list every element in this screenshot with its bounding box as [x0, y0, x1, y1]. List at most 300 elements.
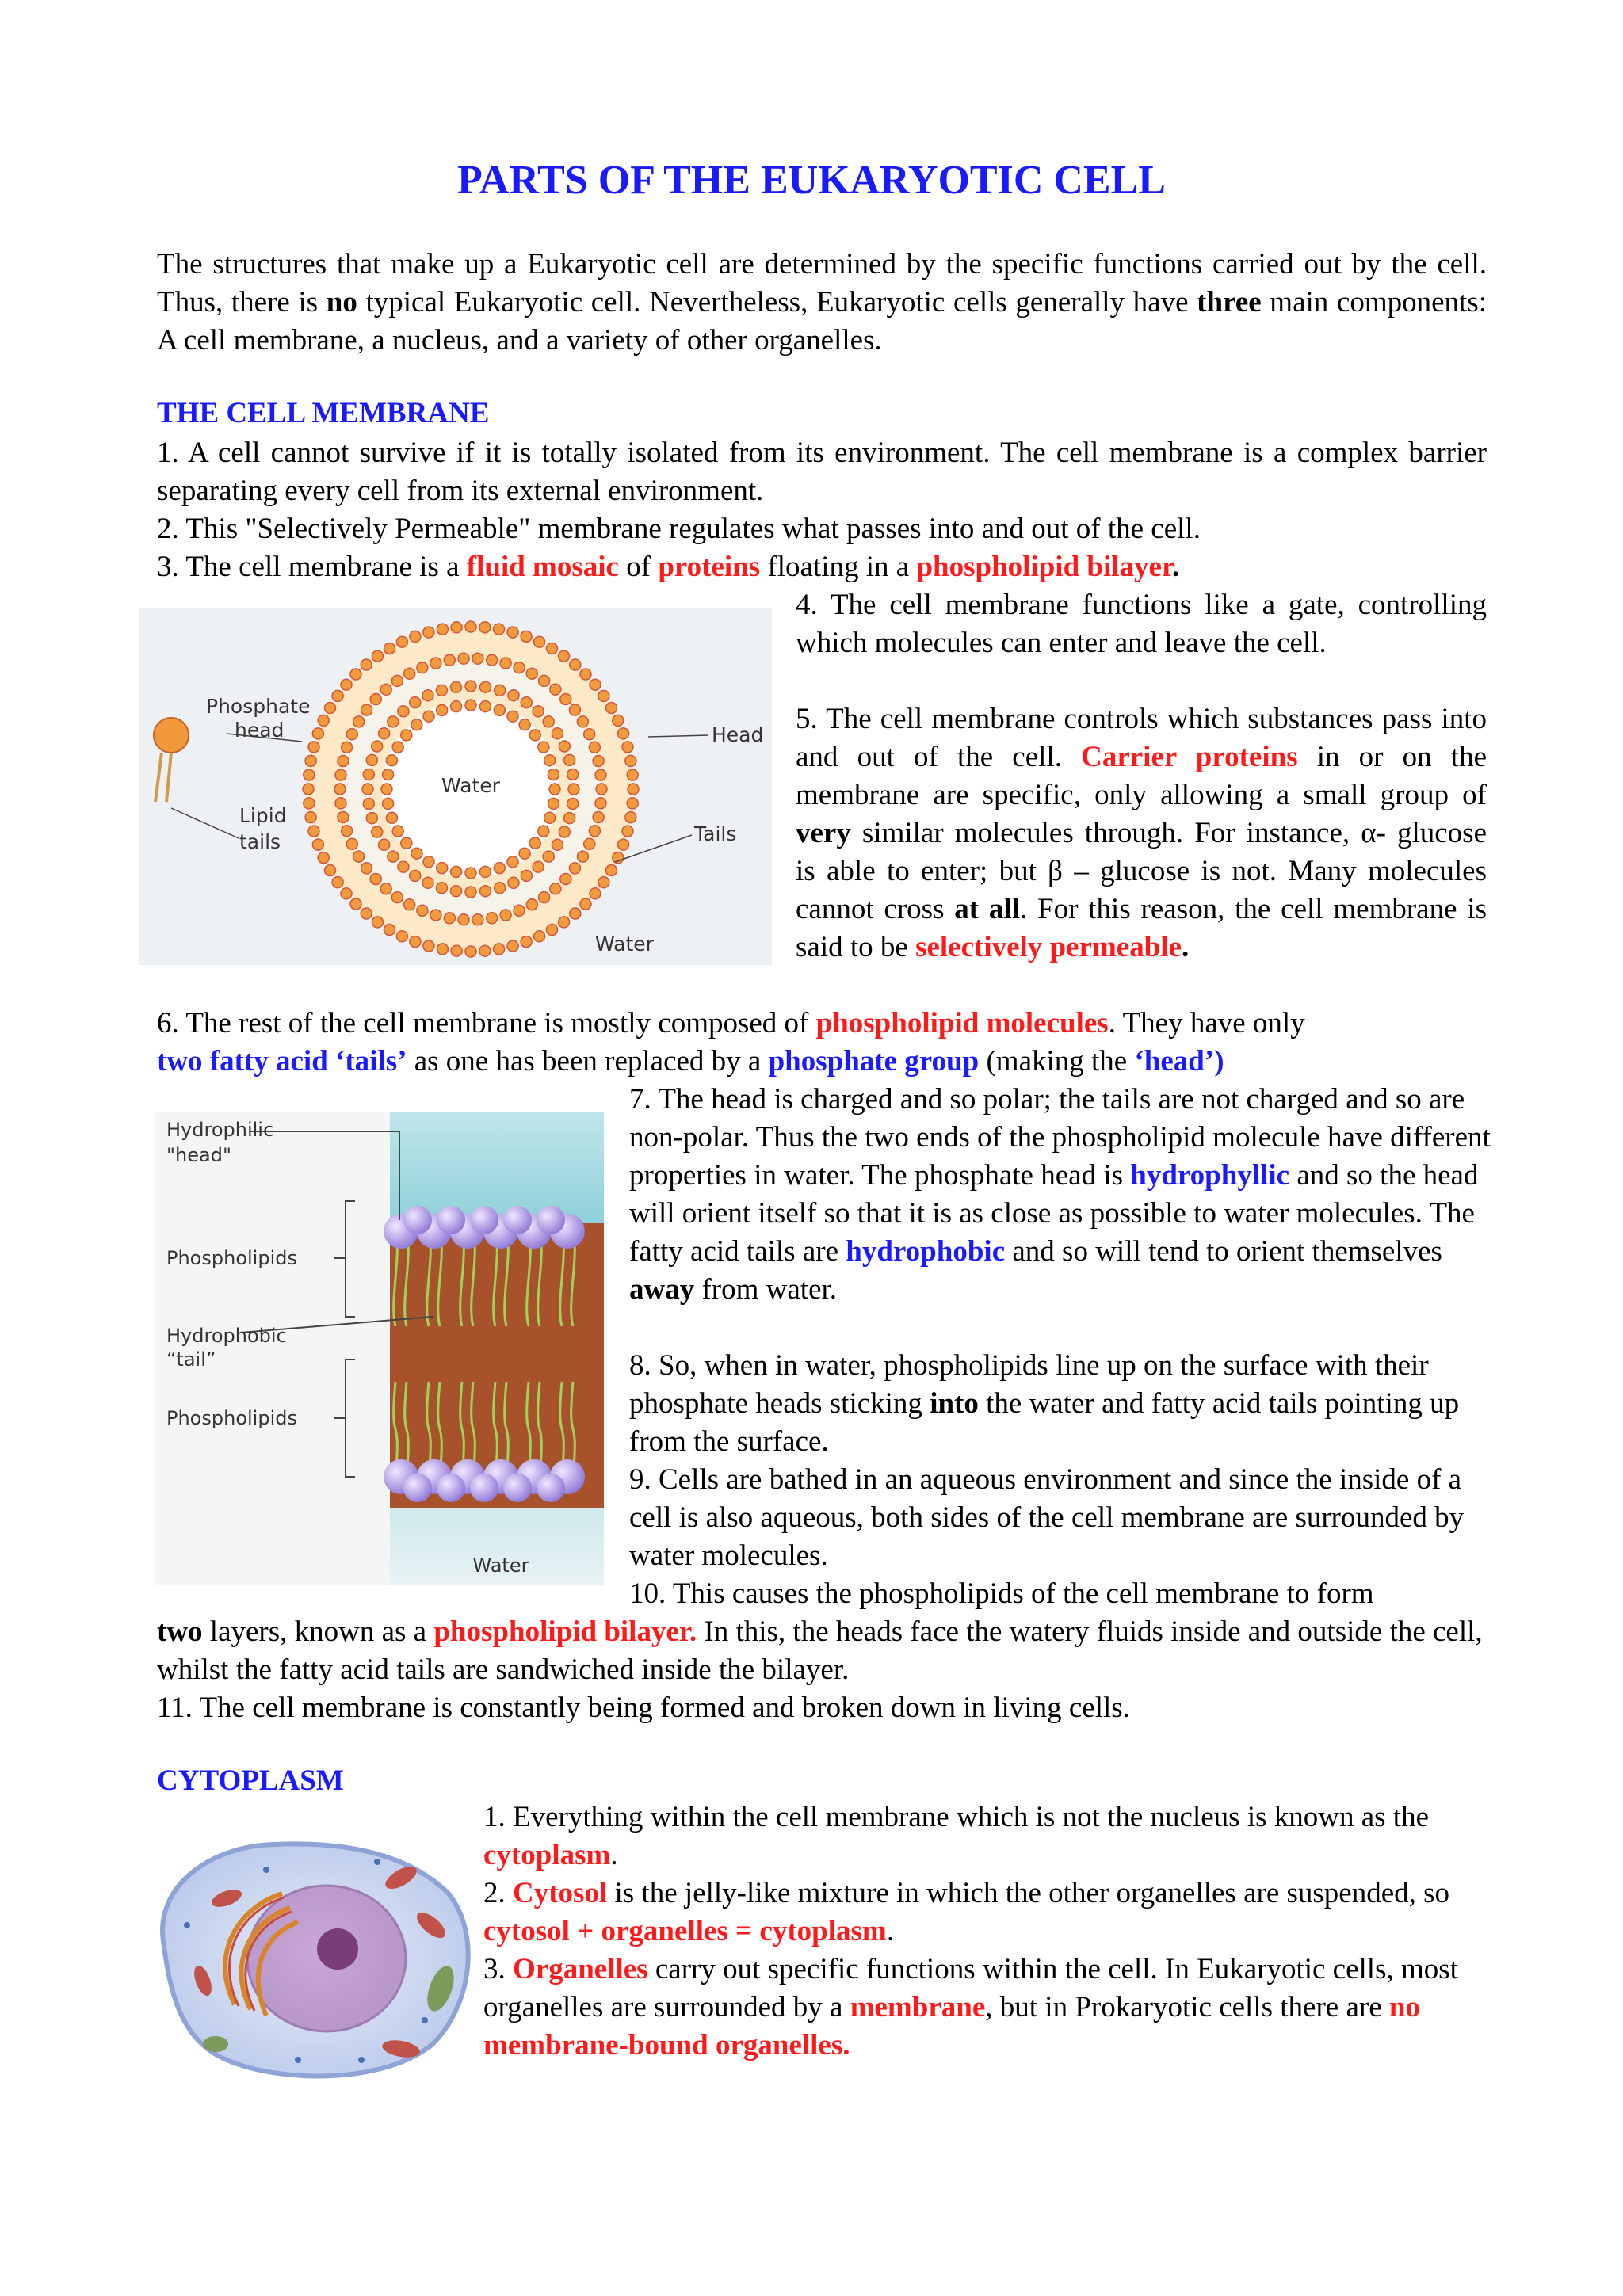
phosphate-head-dot	[547, 925, 558, 936]
phosphate-head-dot	[458, 914, 469, 925]
hydrophilic-head-ball	[437, 1474, 465, 1502]
item-text: is the jelly-like mixture in which the other organelles are suspended, so	[607, 1877, 1450, 1909]
phosphate-head-dot	[465, 946, 476, 957]
phosphate-head-dot	[423, 856, 434, 868]
item-text: 1. Everything within the cell membrane which is not the nucleus is known as the	[483, 1801, 1429, 1833]
label-hydrophilic-head-line1: Hydrophilic	[166, 1119, 274, 1141]
term-cytosol: Cytosol	[513, 1877, 608, 1909]
hydrophilic-head-ball	[470, 1206, 498, 1234]
item-text: (making the	[979, 1045, 1135, 1077]
item-text: and so will tend to orient themselves	[1005, 1235, 1442, 1268]
phosphate-head-dot	[401, 837, 412, 849]
label-phosphate-head-line1: Phosphate	[206, 695, 311, 718]
phosphate-head-dot	[308, 742, 319, 753]
term-head: ‘head’)	[1134, 1045, 1224, 1077]
term-cytoplasm: cytoplasm	[483, 1839, 611, 1871]
phosphate-head-dot	[487, 913, 498, 924]
phosphate-head-dot	[589, 826, 600, 837]
phosphate-head-dot	[379, 728, 390, 739]
label-tails: Tails	[694, 822, 737, 845]
phosphate-head-dot	[479, 701, 491, 712]
phosphate-head-dot	[423, 627, 434, 638]
hydrophilic-head-ball	[503, 1474, 532, 1502]
label-hydrophilic-head-line2: "head"	[166, 1144, 231, 1166]
phosphate-head-dot	[480, 681, 491, 692]
phosphate-head-dot	[465, 887, 476, 898]
phosphate-head-dot	[334, 784, 346, 795]
phosphate-head-dot	[539, 892, 550, 903]
phosphate-head-dot	[625, 812, 636, 823]
membrane-item-6	[157, 1005, 1504, 1081]
item-text: floating in a	[760, 551, 917, 583]
intro-paragraph	[157, 246, 1487, 360]
phosphate-head-dot	[308, 826, 319, 837]
phosphate-head-dot	[627, 769, 638, 780]
term-selectively-permeable: selectively permeable	[915, 931, 1182, 963]
phosphate-head-dot	[538, 826, 549, 837]
intro-emph-three: three	[1197, 286, 1262, 318]
phosphate-head-dot	[383, 798, 394, 809]
phosphate-head-dot	[564, 754, 575, 765]
phosphate-head-dot	[396, 931, 407, 942]
phosphate-head-dot	[622, 826, 633, 837]
cytoplasm-item-2	[483, 1875, 1493, 1951]
phosphate-head-dot	[451, 622, 462, 633]
phosphate-head-dot	[598, 690, 609, 701]
phosphate-head-dot	[388, 851, 399, 862]
phosphate-head-dot	[370, 694, 381, 705]
emph-away: away	[629, 1273, 695, 1306]
term-phospholipid-bilayer-2: phospholipid bilayer.	[433, 1615, 697, 1648]
phosphate-head-dot	[391, 892, 403, 903]
phosphate-head-dot	[519, 848, 530, 859]
phosphate-head-dot	[392, 742, 403, 753]
label-water-outer: Water	[595, 933, 654, 955]
phosphate-head-dot	[589, 742, 600, 753]
phosphate-head-dot	[507, 711, 518, 722]
eukaryotic-cell-illustration	[139, 1822, 483, 2084]
term-phospholipid-molecules: phospholipid molecules	[815, 1007, 1109, 1039]
phosphate-head-dot	[494, 704, 505, 715]
membrane-item-10-line1: 10. This causes the phospholipids of the cell membrane to form	[629, 1577, 1374, 1610]
phosphate-head-dot	[361, 704, 372, 715]
phosphate-head-dot	[568, 784, 579, 795]
label-phosphate-head-line2: head	[235, 719, 285, 742]
phosphate-head-dot	[430, 910, 441, 921]
hydrophilic-head-ball	[470, 1474, 498, 1502]
intro-text: typical Eukaryotic cell. Nevertheless, Eukaryotic cells generally have	[357, 286, 1197, 318]
emph-into: into	[930, 1387, 979, 1420]
hydrophilic-head-ball	[437, 1206, 465, 1234]
phosphate-head-dot	[529, 837, 540, 849]
membrane-item-9: 9. Cells are bathed in an aqueous environment and since the inside of a cell is also aqueous, both sides of the cell membrane are surrounded by water molecules.	[629, 1463, 1465, 1572]
emph-at-all: at all	[954, 893, 1020, 925]
phosphate-head-dot	[332, 877, 343, 888]
term-carrier-proteins: Carrier proteins	[1081, 741, 1298, 773]
phosphate-head-dot	[533, 706, 544, 717]
phosphate-head-dot	[567, 769, 579, 780]
term-fluid-mosaic: fluid mosaic	[466, 551, 619, 583]
phosphate-head-dot	[479, 945, 491, 956]
phosphate-head-dot	[401, 730, 412, 741]
phosphate-head-dot	[380, 883, 391, 894]
phosphate-head-dot	[526, 668, 537, 679]
membrane-item-2: 2. This "Selectively Permeable" membrane regulates what passes into and out of the cell.	[157, 513, 1201, 545]
section-heading-cell-membrane: THE CELL MEMBRANE	[157, 397, 490, 429]
phosphate-head-dot	[526, 899, 537, 910]
phosphate-head-dot	[465, 868, 476, 879]
phosphate-head-dot	[559, 650, 570, 662]
phosphate-head-dot	[514, 905, 525, 916]
phosphate-head-dot	[472, 914, 483, 925]
phosphate-head-dot	[388, 716, 399, 727]
phosphate-head-dot	[372, 826, 383, 837]
phosphate-head-dot	[411, 848, 422, 859]
phosphate-head-dot	[622, 742, 633, 753]
phosphate-head-dot	[494, 863, 505, 874]
item-text: , but in Prokaryotic cells there are	[985, 1991, 1389, 2023]
phosphate-head-dot	[479, 622, 491, 633]
phosphate-head-dot	[495, 883, 506, 894]
hydrophilic-head-ball	[537, 1206, 565, 1234]
phosphate-head-dot	[361, 908, 372, 919]
cell-membrane-ring-diagram	[139, 608, 772, 965]
phosphate-head-dot	[487, 654, 498, 666]
phosphate-head-dot	[550, 883, 561, 894]
phosphate-head-dot	[423, 940, 434, 952]
phosphate-head-dot	[381, 784, 392, 795]
phosphate-head-dot	[549, 784, 560, 795]
phosphate-head-dot	[552, 728, 563, 739]
hydrophilic-head-ball	[403, 1206, 432, 1234]
phosphate-head-dot	[500, 910, 511, 921]
phosphate-head-dot	[335, 769, 346, 780]
phosphate-head-dot	[384, 643, 395, 654]
label-lipid-tails-line1: Lipid	[239, 804, 287, 827]
phosphate-head-dot	[422, 877, 433, 888]
phosphate-head-dot	[342, 826, 353, 837]
item-text: and so the head will orient itself so that it is as close as possible to water molecules. The fatty acid tails are	[629, 1159, 1479, 1268]
phosphate-head-dot	[430, 658, 441, 669]
phosphate-head-dot	[361, 863, 372, 874]
phosphate-head-dot	[533, 861, 544, 872]
item-text: .	[1172, 551, 1180, 583]
phosphate-head-dot	[529, 730, 540, 741]
phosphate-head-dot	[444, 654, 455, 666]
phosphate-head-dot	[508, 877, 519, 888]
phosphate-head-dot	[465, 700, 476, 711]
phosphate-head-dot	[372, 917, 383, 928]
phosphate-head-dot	[627, 798, 638, 809]
phosphate-head-dot	[386, 812, 397, 823]
phosphate-head-dot	[417, 662, 428, 673]
phosphate-head-dot	[547, 643, 558, 654]
term-hydrophyllic: hydrophyllic	[1130, 1159, 1290, 1192]
phosphate-head-dot	[494, 624, 505, 635]
item-text: of	[618, 551, 659, 583]
label-phospholipids-top: Phospholipids	[166, 1247, 297, 1269]
cytoplasm-item-1	[483, 1798, 1493, 1875]
phosphate-head-dot	[423, 711, 434, 722]
phosphate-head-dot	[458, 653, 469, 664]
phosphate-head-dot	[596, 784, 607, 795]
phosphate-head-dot	[584, 729, 595, 740]
term-two-fatty-acid-tails: two fatty acid ‘tails’	[157, 1045, 407, 1077]
phosphate-head-dot	[465, 681, 476, 692]
hydrophilic-head-ball	[537, 1474, 565, 1502]
membrane-item-11: 11. The cell membrane is constantly being formed and broken down in living cells.	[157, 1691, 1130, 1724]
term-phospholipid-bilayer: phospholipid bilayer	[916, 551, 1172, 583]
term-organelles: Organelles	[513, 1953, 648, 1985]
phosphate-head-dot	[370, 874, 381, 885]
phosphate-head-dot	[598, 877, 609, 888]
phosphate-head-dot	[618, 728, 629, 739]
item-text: layers, known as a	[202, 1615, 434, 1648]
item-text: 7. The head is charged and so polar; the tails are not charged and so are non-polar. Thus the two ends of the phospholipid molecule have different properties in water. The phosphate head is	[629, 1083, 1491, 1192]
phosphate-head-dot	[559, 826, 570, 837]
phosphate-head-dot	[569, 863, 580, 874]
phosphate-head-dot	[519, 719, 530, 730]
item-text: similar molecules through. For instance, α- glucose is able to enter; but β – glucose is not. Many molecules cannot cross	[796, 817, 1487, 925]
phosphate-head-dot	[361, 659, 372, 670]
phosphate-head-dot	[437, 863, 448, 874]
phosphate-head-dot	[507, 940, 518, 952]
phosphate-head-dot	[543, 851, 554, 862]
membrane-item-3	[157, 548, 1504, 586]
term-phosphate-group: phosphate group	[768, 1045, 980, 1077]
phosphate-head-dot	[628, 784, 639, 795]
intro-emph-no: no	[326, 286, 357, 318]
phosphate-head-dot	[362, 784, 373, 795]
phosphate-head-dot	[372, 650, 383, 662]
phosphate-head-dot	[325, 703, 336, 714]
cytoplasm-item-3	[483, 1951, 1493, 2065]
phosphate-head-dot	[404, 668, 415, 679]
hydrophilic-head-ball	[503, 1206, 532, 1234]
phosphate-head-dot	[569, 704, 580, 715]
phosphate-head-dot	[550, 684, 561, 695]
phosphate-head-dot	[577, 851, 588, 862]
phosphate-head-dot	[595, 798, 606, 809]
phosphate-head-dot	[350, 898, 361, 910]
phosphate-head-dot	[353, 851, 365, 862]
phosphate-head-dot	[451, 866, 462, 877]
phosphate-head-dot	[507, 856, 518, 868]
phosphate-head-dot	[508, 690, 519, 701]
emph-two: two	[157, 1615, 203, 1648]
phosphate-head-dot	[494, 944, 505, 955]
intro-text: main components: A cell membrane, a nucleus, and a variety of other organelles.	[157, 286, 1487, 357]
phosphate-head-dot	[548, 769, 559, 780]
label-lipid-tails-line2: tails	[239, 830, 281, 853]
label-water: Water	[472, 1554, 529, 1577]
phosphate-head-dot	[521, 870, 532, 881]
phosphate-head-dot	[363, 769, 374, 780]
intro-text: The structures that make up a Eukaryotic cell are determined by the specific functions carried out by the cell. Thus, there is	[157, 248, 1487, 318]
phosphate-head-dot	[383, 769, 394, 780]
phosphate-head-dot	[437, 704, 448, 715]
phosphate-head-dot	[606, 703, 617, 714]
label-head: Head	[712, 723, 764, 746]
membrane-item-5	[796, 700, 1487, 967]
phosphate-head-dot	[548, 798, 559, 809]
emph-very: very	[796, 817, 851, 849]
phosphate-head-dot	[451, 886, 462, 897]
item-text: .	[886, 1915, 894, 1947]
term-hydrophobic: hydrophobic	[846, 1235, 1006, 1268]
phosphate-head-dot	[363, 799, 374, 810]
phosphate-head-dot	[332, 690, 343, 701]
phosphate-head-dot	[444, 913, 455, 924]
phosphate-head-dot	[436, 685, 447, 696]
phosphate-head-dot	[366, 754, 377, 765]
phosphate-head-dot	[398, 861, 409, 872]
phosphate-head-dot	[480, 886, 491, 897]
phosphate-head-dot	[451, 945, 462, 956]
phosphate-head-dot	[577, 716, 588, 727]
phosphate-head-dot	[500, 658, 511, 669]
phosphate-head-dot	[552, 839, 563, 850]
phosphate-head-dot	[304, 798, 315, 809]
section-heading-cytoplasm: CYTOPLASM	[157, 1764, 344, 1797]
phosphate-head-dot	[410, 870, 421, 881]
phosphate-head-dot	[404, 899, 415, 910]
item-text: 3.	[483, 1953, 513, 1985]
phosphate-head-dot	[593, 812, 604, 823]
item-text: in or on the membrane are specific, only allowing a small group of	[796, 741, 1487, 811]
phosphate-head-dot	[411, 719, 422, 730]
phosphate-head-dot	[410, 631, 421, 642]
phosphate-head-dot	[559, 741, 570, 752]
phosphate-head-dot	[312, 839, 323, 850]
phosphate-head-dot	[521, 936, 532, 948]
label-hydrophobic-tail-line2: “tail”	[166, 1348, 216, 1371]
phosphate-head-dot	[534, 636, 545, 647]
phosphate-head-dot	[559, 917, 570, 928]
phosphate-head-dot	[514, 662, 525, 673]
item-text: 5. The cell membrane controls which substances pass into and out of the cell.	[796, 703, 1487, 773]
phosphate-head-dot	[570, 908, 581, 919]
item-text: 6. The rest of the cell membrane is mostly composed of	[157, 1007, 816, 1039]
phosphate-head-dot	[341, 679, 352, 690]
phosphate-head-dot	[342, 742, 353, 753]
phosphate-head-dot	[590, 679, 601, 690]
phosphate-head-dot	[346, 838, 357, 849]
phosphate-head-dot	[396, 636, 407, 647]
phosphate-head-dot	[392, 826, 403, 837]
phosphate-head-dot	[384, 925, 395, 936]
item-text: .	[1182, 931, 1190, 963]
phosphate-head-dot	[560, 694, 571, 705]
term-cytoplasm-equation: cytosol + organelles = cytoplasm	[483, 1915, 887, 1947]
term-no-membrane-bound-organelles: no membrane-bound organelles.	[483, 1991, 1420, 2061]
phosphate-head-dot	[521, 697, 532, 708]
phosphate-head-dot	[584, 838, 595, 849]
phosphate-head-dot	[353, 716, 365, 727]
phosphate-head-dot	[346, 729, 357, 740]
phosphate-head-dot	[544, 755, 556, 766]
phosphate-head-dot	[366, 813, 377, 824]
phosphate-head-dot	[613, 852, 624, 864]
phosphate-head-dot	[618, 839, 629, 850]
membrane-item-10-cont	[157, 1613, 1504, 1689]
term-proteins: proteins	[658, 551, 761, 583]
phospholipid-bilayer-diagram	[155, 1112, 604, 1585]
phosphate-head-dot	[436, 883, 447, 894]
phosphate-head-dot	[338, 756, 349, 767]
phosphate-head-dot	[410, 936, 421, 948]
phosphate-head-dot	[479, 866, 491, 877]
phosphate-head-dot	[372, 741, 383, 752]
phosphate-head-dot	[386, 755, 397, 766]
phosphate-head-dot	[338, 812, 349, 823]
phosphate-head-dot	[341, 888, 352, 899]
phosphate-head-dot	[312, 728, 323, 739]
phosphate-head-dot	[543, 716, 554, 727]
phosphate-head-dot	[350, 669, 361, 680]
item-text: carry out specific functions within the cell. In Eukaryotic cells, most organelles are surrounded by a	[483, 1953, 1458, 2023]
phosphate-head-dot	[544, 812, 556, 823]
item-text: from water.	[694, 1273, 838, 1306]
phosphate-head-dot	[325, 865, 336, 876]
phosphate-head-dot	[580, 669, 591, 680]
phosphate-head-dot	[379, 839, 390, 850]
item-text: 8. So, when in water, phospholipids line up on the surface with their phosphate heads sticking	[629, 1349, 1429, 1420]
membrane-item-4: 4. The cell membrane functions like a gate, controlling which molecules can enter and leave the cell.	[796, 589, 1487, 659]
phosphate-head-dot	[465, 621, 476, 632]
phosphate-head-dot	[437, 624, 448, 635]
phosphate-head-dot	[564, 813, 575, 824]
phosphate-head-dot	[521, 631, 532, 642]
label-phospholipids-bottom: Phospholipids	[166, 1407, 297, 1429]
phosphate-head-dot	[318, 852, 329, 864]
phosphate-head-dot	[580, 898, 591, 910]
phosphate-head-dot	[593, 756, 604, 767]
phosphate-head-dot	[507, 627, 518, 638]
item-text: 2.	[483, 1877, 513, 1909]
item-text: .	[610, 1839, 618, 1871]
phosphate-head-dot	[398, 706, 409, 717]
item-text: 3. The cell membrane is a	[157, 551, 467, 583]
phosphate-head-dot	[391, 675, 403, 686]
phosphate-head-dot	[625, 755, 636, 766]
phosphate-head-dot	[606, 865, 617, 876]
membrane-item-7	[629, 1081, 1493, 1309]
phosphate-head-dot	[534, 931, 545, 942]
phosphate-head-dot	[335, 798, 346, 809]
page-title: PARTS OF THE EUKARYOTIC CELL	[457, 158, 1166, 203]
label-water-inner: Water	[441, 774, 500, 797]
phosphate-head-dot	[304, 769, 315, 780]
phosphate-head-dot	[305, 812, 316, 823]
phosphate-head-dot	[417, 905, 428, 916]
phosphate-head-dot	[380, 684, 391, 695]
phosphate-head-dot	[595, 769, 606, 780]
phosphate-head-dot	[303, 784, 314, 795]
phosphate-head-dot	[451, 681, 462, 692]
membrane-item-1: 1. A cell cannot survive if it is totally isolated from its environment. The cell membrane is a complex barrier separating every cell from its external environment.	[157, 437, 1487, 507]
phosphate-head-dot	[613, 715, 624, 726]
phosphate-head-dot	[590, 888, 601, 899]
item-text: In this, the heads face the watery fluids inside and outside the cell, whilst the fatty acid tails are sandwiched inside the bilayer.	[157, 1615, 1483, 1686]
phosphate-head-dot	[437, 944, 448, 955]
phosphate-head-dot	[570, 659, 581, 670]
phosphate-head-dot	[422, 690, 433, 701]
item-text: the water and fatty acid tails pointing up from the surface.	[629, 1387, 1460, 1458]
phosphate-head-dot	[567, 799, 579, 810]
phosphate-head-dot	[472, 653, 483, 664]
phosphate-head-dot	[538, 742, 549, 753]
